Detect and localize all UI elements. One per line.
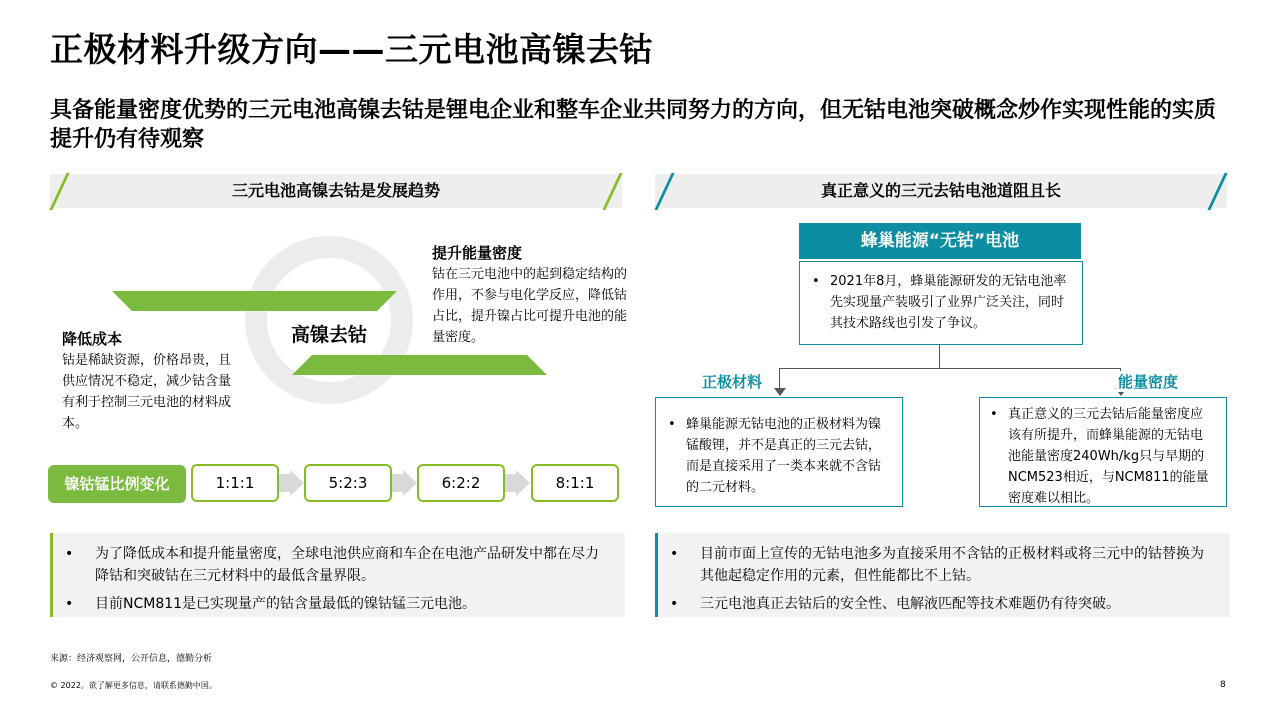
honeycomb-header: 蜂巢能源“无钴”电池 — [799, 223, 1081, 259]
connector-left-drop — [779, 368, 780, 390]
ratio-chip-4: 8:1:1 — [531, 464, 619, 502]
ratio-chevron-2 — [403, 470, 417, 496]
left-bullet-1: • 为了降低成本和提升能量密度，全球电池供应商和车企在电池产品研发中都在尽力降钴和突破钴在三元材料中的最低含量界限。 — [53, 543, 611, 587]
connector-stem — [939, 344, 940, 368]
page-number: 8 — [1220, 680, 1226, 690]
boost-title: 提升能量密度 — [432, 244, 523, 262]
cost-title: 降低成本 — [62, 330, 123, 348]
right-bullet-1: • 目前市面上宣传的无钴电池多为直接采用不含钴的正极材料或将三元中的钴替换为其他起稳定作用的元素，但性能都比不上钴。 — [658, 543, 1216, 587]
left-bullet-2: • 目前NCM811是已实现量产的钴含量最低的镍钴锰三元电池。 — [53, 593, 611, 615]
density-arrow-bar — [292, 355, 547, 375]
honeycomb-top-text: • 2021年8月，蜂巢能源研发的无钴电池率先实现量产装吸引了业界广泛关注，同时其技术路线也引发了争议。 — [806, 271, 1068, 334]
honeycomb-top-box — [799, 261, 1083, 345]
ratio-chip-2: 5:2:3 — [304, 464, 392, 502]
density-box — [979, 397, 1227, 507]
density-text: • 真正意义的三元去钴后能量密度应该有所提升，而蜂巢能源的无钴电池能量密度240Wh/kg只与早期的NCM523相近，与NCM811的能量密度难以相比。 — [984, 404, 1214, 509]
ratio-label: 镍钴锰比例变化 — [48, 465, 186, 503]
ratio-chip-3: 6:2:2 — [417, 464, 505, 502]
footer-source: 来源：经济观察网，公开信息，德勤分析 — [50, 654, 213, 664]
arrow-down-left-icon — [774, 388, 786, 396]
left-banner-title: 三元电池高镍去钴是发展趋势 — [231, 181, 440, 200]
ratio-chevron-3 — [516, 470, 530, 496]
cost-text: 钴是稀缺资源，价格昂贵，且供应情况不稳定，减少钴含量有利于控制三元电池的材料成本。 — [62, 353, 232, 431]
center-label: 高镍去钴 — [290, 324, 367, 346]
right-bullet-2: • 三元电池真正去钴后的安全性、电解液匹配等技术难题仍有待突破。 — [658, 593, 1216, 615]
page-subtitle: 具备能量密度优势的三元电池高镍去钴是锂电企业和整车企业共同努力的方向，但无钴电池突破概念炒作实现性能的实质提升仍有待观察 — [50, 98, 1217, 152]
branch-left-label: 正极材料 — [702, 373, 763, 391]
left-bullets-box — [50, 533, 625, 617]
page-title: 正极材料升级方向——三元电池高镍去钴 — [50, 30, 653, 69]
connector-horizontal — [779, 368, 1121, 369]
branch-right-label: 能量密度 — [1118, 373, 1179, 391]
right-banner-title: 真正意义的三元去钴电池道阻且长 — [820, 181, 1061, 200]
footer-copyright: © 2022。欲了解更多信息，请联系德勤中国。 — [50, 681, 217, 690]
boost-text: 钴在三元电池中的起到稳定结构的作用，不参与电化学反应，降低钴占比，提升镍占比可提升电池的能量密度。 — [432, 267, 628, 345]
right-banner — [655, 174, 1227, 208]
cost-arrow-bar — [112, 291, 397, 311]
cathode-box — [655, 397, 903, 507]
right-bullets-box — [655, 533, 1230, 617]
ratio-chip-1: 1:1:1 — [191, 464, 279, 502]
ratio-chevron-1 — [290, 470, 304, 496]
left-banner — [50, 174, 622, 208]
cathode-text: • 蜂巢能源无钴电池的正极材料为镍锰酸锂，并不是真正的三元去钴，而是直接采用了一类本来就不含钴的二元材料。 — [662, 414, 888, 498]
